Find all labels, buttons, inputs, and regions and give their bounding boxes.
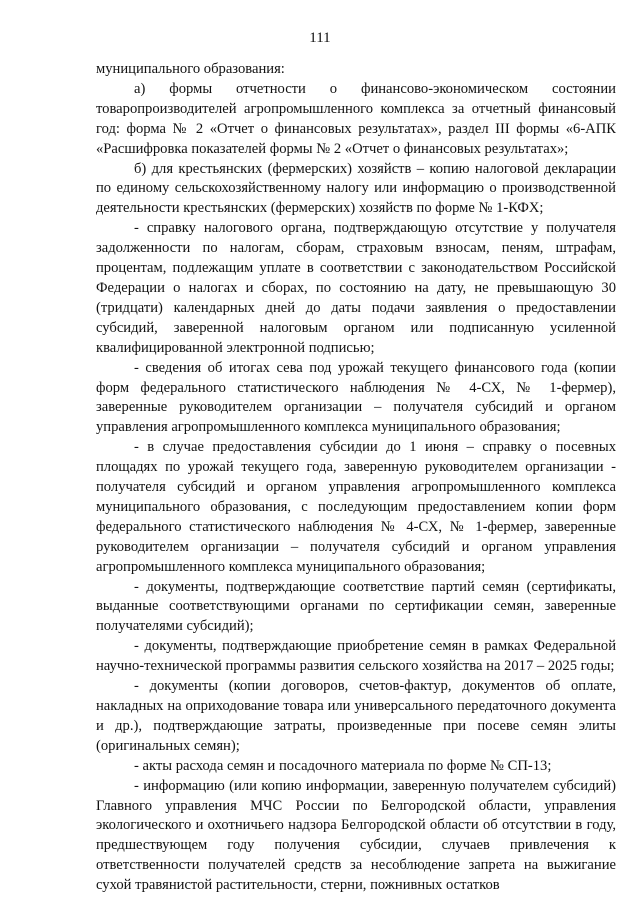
paragraph-tax-authority-certificate: - справку налогового органа, подтверждающую отсутствие у получателя задолженности по налогам, сборам, страховым взносам, пеням, штрафам, процентам, подлежащим уплате в соответствии с законодательством Российской Федерации о налогах и сборах, по состоянию на дату, не превышающую 30 (тридцати) календарных дней до даты подачи заявления о предоставлении субсидий, заверенной налоговым органом или подписанную усиленной квалифицированной электронной подписью; <box>96 220 616 356</box>
paragraph-seed-conformity-documents: - документы, подтверждающие соответствие партий семян (сертификаты, выданные соответствующими органами по сертификации семян, заверенные получателями субсидий); <box>96 578 616 635</box>
page-number: 111 <box>309 30 331 46</box>
paragraph-cost-documents: - документы (копии договоров, счетов-фактур, документов об оплате, накладных на оприходование товара или универсального передаточного документа и др.), подтверждающие затраты, произведенные при посеве семян элиты (оригинальных семян); <box>96 678 616 754</box>
document-body <box>96 60 616 896</box>
paragraph-item-a-reporting-forms: а) формы отчетности о финансово-экономическом состоянии товаропроизводителей агропромышленного комплекса за отчетный финансовый год: форма № 2 «Отчет о финансовых результатах», раздел III формы «6-АПК «Расшифровка показателей формы № 2 «Отчет о финансовых результатах»; <box>96 80 616 157</box>
paragraph-seed-purchase-documents: - документы, подтверждающие приобретение семян в рамках Федеральной научно-технической программы развития сельского хозяйства на 2017 – 2025 годы; <box>96 638 616 675</box>
paragraph-item-b-farm-declaration: б) для крестьянских (фермерских) хозяйств – копию налоговой декларации по единому сельскохозяйственному налогу или информацию о производственной деятельности крестьянских (фермерских) хозяйств по форме № 1-КФХ; <box>96 160 616 217</box>
paragraph-emergency-ministry-info: - информацию (или копию информации, заверенную получателем субсидий) Главного управления МЧС России по Белгородской области, управления экологического и охотничьего надзора Белгородской области об отсутствии в году, предшествующем году получения субсидии, случаев привлечения к ответственности получателей средств за несоблюдение запрета на выжигание сухой травянистой растительности, стерни, пожнивных остатков <box>96 777 616 894</box>
paragraph-seed-consumption-acts: - акты расхода семян и посадочного материала по форме № СП-13; <box>134 757 552 774</box>
paragraph-sown-areas-certificate: - в случае предоставления субсидии до 1 июня – справку о посевных площадях по урожай текущего года, заверенную руководителем организации - получателя субсидий и органом управления агропромышленного комплекса муниципального образования, с последующим предоставлением копии форм федерального статистического наблюдения № 4-СХ, № 1-фермер, заверенные руководителем организации – получателя субсидий и органом управления агропромышленного комплекса муниципального образования; <box>96 439 616 575</box>
paragraph-sowing-results: - сведения об итогах сева под урожай текущего финансового года (копии форм федерального статистического наблюдения № 4-СХ, № 1-фермер), заверенные руководителем организации – получателя субсидий и органом управления агропромышленного комплекса муниципального образования; <box>96 359 616 436</box>
paragraph-municipal-formation: муниципального образования: <box>96 61 285 77</box>
